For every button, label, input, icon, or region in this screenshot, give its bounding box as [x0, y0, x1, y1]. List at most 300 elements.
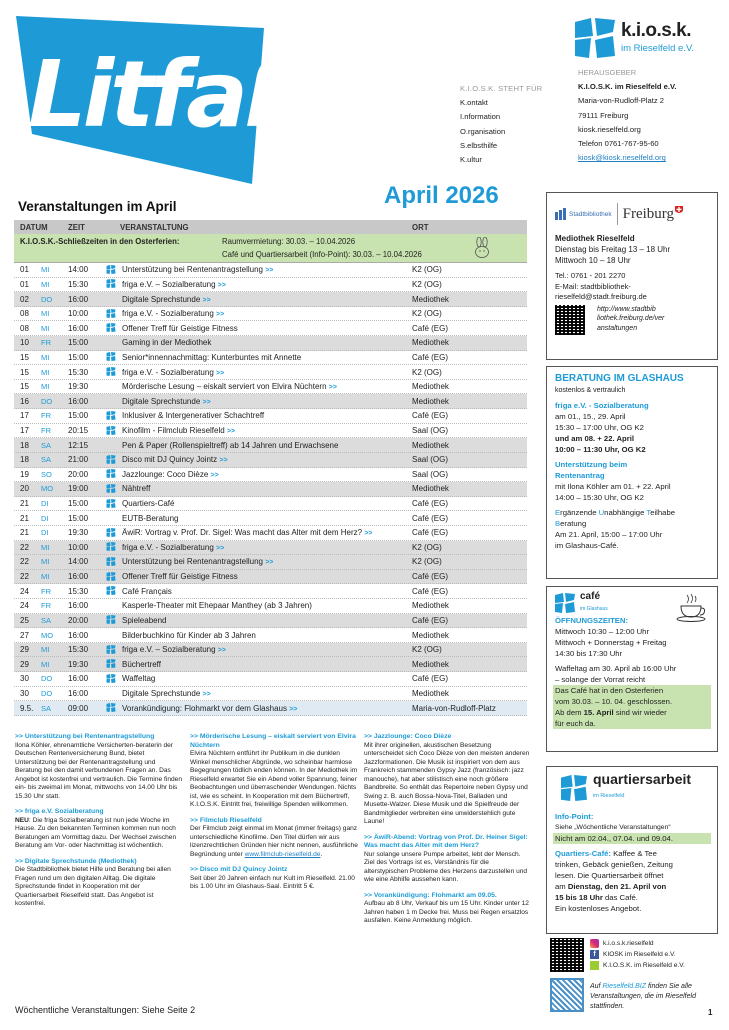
event-title[interactable] [120, 543, 412, 552]
event-icon-cell [106, 279, 120, 289]
more-info-arrow[interactable]: >> [328, 384, 337, 392]
event-title[interactable] [120, 309, 412, 318]
event-weekday: SA [41, 455, 52, 465]
kiosk-icon [106, 703, 116, 712]
event-title-text: Café Français [122, 586, 172, 596]
event-date: 01 [20, 279, 29, 289]
table-row [14, 584, 527, 599]
friga-line: 15:30 – 17:00 Uhr, OG K2 [555, 423, 644, 432]
event-weekday: SO [41, 469, 52, 479]
event-place: Saal (OG) [412, 469, 449, 479]
stands-for-item: K.ontakt [460, 98, 488, 108]
more-info-arrow[interactable]: >> [216, 544, 225, 552]
event-weekday: MI [41, 323, 50, 333]
event-icon-cell [106, 338, 120, 348]
kiosk-icon [106, 572, 116, 581]
kiosk-logo [575, 18, 725, 60]
new-badge: NEU [15, 816, 29, 824]
event-description-text: Elvira Nüchtern entführt ihr Publikum in die dunklen Winkel menschlicher Abgründe, wo scheinbar harmlose Begegnungen tödlich enden können. In der Mediothek im Rieselfeld erwartet Sie ein Abend voller Spannung, feiner Beobachtungen und überraschender Wendungen. Nichts ist, wie es scheint. In Kooperation mit dem Büchertreff, K.I.O.S.K. Eintritt frei, freiwillige Spenden willkommen. [190, 750, 358, 808]
event-icon-cell [106, 309, 120, 319]
event-title-text: Bilderbuchkino für Kinder ab 3 Jahren [122, 630, 256, 640]
event-date: 30 [20, 688, 29, 698]
events-table [14, 220, 527, 716]
event-description-title[interactable]: >> ÄwiR-Abend: Vortrag von Prof. Dr. Heiner Sigel: Was macht das Alter mit dem Herz? [364, 833, 528, 849]
nebenan-link[interactable] [590, 960, 685, 971]
event-title[interactable] [120, 689, 412, 698]
event-icon-cell [106, 557, 120, 567]
event-place: Café (EG) [412, 674, 449, 684]
event-date: 24 [20, 586, 29, 596]
event-description-title[interactable]: >> Vorankündigung: Flohmarkt am 09.05. [364, 891, 497, 899]
event-time: 16:00 [68, 601, 89, 611]
facebook-icon: f [590, 950, 599, 959]
event-place: K2 (OG) [412, 265, 442, 275]
event-time: 10:00 [68, 542, 89, 552]
publisher-web[interactable]: kiosk.rieselfeld.org [578, 124, 641, 134]
event-description [364, 892, 532, 926]
quartiersarbeit-box [546, 766, 718, 934]
quartiers-cafe-line: Ein kostenloses Angebot. [555, 904, 642, 913]
event-title-text: friga e.V. – Sozialberatung [122, 645, 216, 655]
event-time: 14:00 [68, 557, 89, 567]
event-icon-cell [106, 396, 120, 406]
library-email-2[interactable]: rieselfeld@stadt.freiburg.de [555, 292, 647, 301]
event-weekday: DO [41, 674, 53, 684]
more-info-arrow[interactable]: >> [217, 647, 226, 655]
stands-for-item: O.rganisation [460, 126, 506, 136]
rente-line: mit Ilona Köhler am 01. + 22. April [555, 482, 671, 491]
event-title-text: Büchertreff [122, 659, 161, 669]
event-description [15, 733, 183, 801]
more-info-arrow[interactable]: >> [265, 267, 274, 275]
info-point-closure: Nicht am 02.04., 07.04. und 09.04. [553, 833, 711, 844]
event-time: 10:00 [68, 309, 89, 319]
cafe-hours-line: Mittwoch + Donnerstag + Freitag [555, 638, 667, 647]
event-title [120, 353, 412, 362]
event-title-text: friga e.V. - Sozialberatung [122, 309, 214, 319]
publisher-street: Maria-von-Rudloff-Platz 2 [578, 96, 664, 106]
event-description-title[interactable]: >> Disco mit DJ Quincy Jointz [190, 866, 288, 873]
filmclub-link[interactable]: www.filmclub-rieselfeld.de [244, 850, 321, 858]
stands-for-item: S.elbsthilfe [460, 140, 498, 150]
event-weekday: FR [41, 411, 51, 421]
event-title [120, 514, 412, 523]
event-place: Café (EG) [412, 411, 449, 421]
event-date: 02 [20, 294, 29, 304]
event-title[interactable] [120, 265, 412, 274]
rieselfeld-biz-link[interactable]: Rieselfeld.BIZ [602, 983, 647, 990]
event-icon-cell [106, 382, 120, 392]
table-row [14, 570, 527, 585]
event-place: K2 (OG) [412, 557, 442, 567]
event-title[interactable] [120, 368, 412, 377]
event-title[interactable] [120, 557, 412, 566]
event-date: 21 [20, 499, 29, 509]
cafe-box [546, 586, 718, 752]
event-date: 08 [20, 309, 29, 319]
event-title-text: Pen & Paper (Rollenspieltreff) ab 14 Jahren und Erwachsene [122, 440, 339, 450]
event-date: 20 [20, 484, 29, 494]
event-time: 16:00 [68, 572, 89, 582]
table-row [14, 643, 527, 658]
quartiers-cafe-date: Dienstag, den 21. April von [567, 882, 667, 891]
event-weekday: MI [41, 352, 50, 362]
more-info-arrow[interactable]: >> [210, 471, 219, 479]
glashaus-counseling-box [546, 366, 718, 579]
kiosk-logo-icon [575, 18, 615, 58]
eutb-word: eilhabe [650, 508, 675, 517]
event-icon-cell [106, 499, 120, 509]
description-column-3 [364, 733, 532, 933]
publisher-name: K.I.O.S.K. im Rieselfeld e.V. [578, 82, 677, 92]
event-place: Mediothek [412, 688, 449, 698]
table-row [14, 657, 527, 672]
facebook-handle: KIOSK im Rieselfeld e.V. [603, 951, 676, 958]
library-url-line: http://www.stadtbib [597, 305, 656, 313]
event-title-text: Digitale Sprechstunde [122, 688, 201, 698]
waffle-line: – solange der Vorrat reicht [555, 675, 646, 684]
header-time: ZEIT [68, 222, 85, 232]
event-time: 16:00 [68, 674, 89, 684]
event-icon-cell [106, 513, 120, 523]
event-title [120, 411, 412, 420]
event-title[interactable] [120, 397, 412, 406]
event-title[interactable] [120, 528, 412, 537]
event-icon-cell [106, 601, 120, 611]
waffle-line: Waffeltag am 30. April ab 16:00 Uhr [555, 664, 677, 673]
stands-for-label: K.I.O.S.K. STEHT FÜR [460, 84, 543, 93]
event-time: 16:00 [68, 323, 89, 333]
table-row [14, 497, 527, 512]
event-weekday: MO [41, 484, 54, 494]
more-info-arrow[interactable]: >> [289, 705, 298, 713]
event-title-text: Kasperle-Theater mit Ehepaar Manthey (ab 3 Jahren) [122, 601, 312, 611]
eutb-word: rgänzende [560, 508, 599, 517]
event-icon-cell [106, 469, 120, 479]
event-icon-cell [106, 411, 120, 421]
event-icon-cell [106, 265, 120, 275]
cafe-closure-line [555, 707, 709, 718]
table-body [14, 263, 527, 716]
quartiersarbeit-logo-sub: im Rieselfeld [593, 793, 625, 799]
cafe-hours-line: Mittwoch 10:30 – 12:00 Uhr [555, 627, 650, 636]
cafe-closure-line: Das Café hat in den Osterferien [555, 686, 664, 695]
event-weekday: SA [41, 703, 52, 713]
cafe-closure-text: Ab dem [555, 708, 584, 717]
event-weekday: MI [41, 557, 50, 567]
closure-line-1: Raumvermietung: 30.03. – 10.04.2026 [222, 237, 356, 246]
rente-title: Unterstützung beim [555, 460, 628, 469]
event-title[interactable] [120, 645, 412, 654]
glashaus-title: BERATUNG IM GLASHAUS [555, 373, 684, 384]
event-place: Café (EG) [412, 528, 449, 538]
logo-text: Litfaß [28, 41, 307, 148]
event-time: 15:30 [68, 367, 89, 377]
freiburg-shield-icon [675, 206, 683, 215]
stands-for-item: K.ultur [460, 155, 482, 165]
library-qr-code[interactable] [555, 305, 585, 335]
event-description-text: Nur solange unsere Pumpe arbeitet, lebt der Mensch. Ziel des Vortrags ist es, Verständnis für die alterstypischen Probleme des Herzens darzustellen und wie eine Abhilfe aussehen kann. [364, 850, 528, 883]
event-place: Mediothek [412, 601, 449, 611]
event-date: 10 [20, 338, 29, 348]
table-row [14, 278, 527, 293]
table-row [14, 351, 527, 366]
info-point-line: Siehe „Wöchentliche Veranstaltungen“ [555, 824, 671, 831]
event-time: 09:00 [68, 703, 89, 713]
event-title-text: friga e.V. – Sozialberatung [122, 279, 216, 289]
cafe-reopen-date: 15. April [583, 708, 614, 717]
event-date: 22 [20, 572, 29, 582]
event-date: 08 [20, 323, 29, 333]
quartiersarbeit-logo [555, 771, 709, 811]
event-description-title[interactable]: >> Unterstützung bei Rentenantragstellung [15, 733, 155, 740]
kiosk-icon [106, 323, 116, 332]
event-icon-cell [106, 703, 120, 713]
rente-line: 14:00 – 15:30 Uhr, OG K2 [555, 493, 644, 502]
more-info-arrow[interactable]: >> [216, 311, 225, 319]
event-description-text: . [320, 850, 323, 858]
eutb-letter: T [646, 508, 651, 517]
event-time: 20:15 [68, 426, 89, 435]
event-weekday: DI [41, 499, 49, 509]
more-info-arrow[interactable]: >> [202, 296, 211, 304]
table-row [14, 672, 527, 687]
glashaus-subtitle: kostenlos & vertraulich [555, 387, 626, 394]
quartiers-cafe-time: 15 bis 18 Uhr [555, 893, 603, 902]
event-weekday: FR [41, 601, 51, 611]
event-title-text: Digitale Sprechstunde [122, 396, 201, 406]
more-info-arrow[interactable]: >> [226, 428, 236, 435]
rieselfeld-biz-qr-code[interactable] [550, 978, 584, 1012]
event-icon-cell [106, 323, 120, 333]
kiosk-stands-for [460, 82, 542, 167]
event-weekday: DO [41, 396, 53, 406]
event-date: 17 [20, 411, 29, 421]
friga-title: friga e.V. - Sozialberatung [555, 401, 649, 410]
event-title[interactable] [120, 455, 412, 464]
table-row [14, 307, 527, 322]
event-date: 17 [20, 426, 29, 435]
more-info-arrow[interactable]: >> [219, 457, 228, 465]
event-time: 16:00 [68, 630, 89, 640]
event-date: 18 [20, 440, 29, 450]
event-time: 19:30 [68, 528, 89, 538]
kiosk-logo-sub: im Rieselfeld e.V. [621, 43, 695, 54]
litfass-logo [14, 14, 314, 184]
event-time: 16:00 [68, 396, 89, 406]
event-description [364, 834, 532, 885]
event-date: 15 [20, 382, 29, 392]
cafe-logo-sub: im Glashaus [580, 606, 608, 612]
event-icon-cell [106, 484, 120, 494]
event-description-title[interactable]: >> Jazzlounge: Coco Dièze [364, 733, 452, 740]
event-weekday: MI [41, 659, 50, 669]
kiosk-icon [106, 426, 116, 435]
closure-notice [14, 234, 527, 263]
event-time: 12:15 [68, 440, 89, 450]
event-description-title[interactable]: >> Filmclub Rieselfeld [190, 816, 262, 824]
month-title: April 2026 [384, 182, 499, 209]
event-date: 15 [20, 367, 29, 377]
event-place: K2 (OG) [412, 542, 442, 552]
event-time: 15:00 [68, 338, 89, 348]
nebenan-icon [590, 961, 599, 970]
event-title[interactable] [120, 382, 412, 391]
eutb-word: eratung [560, 519, 587, 528]
cafe-closure-text: sind wir wieder [613, 708, 667, 717]
event-description [190, 866, 358, 892]
weekly-events-note: Wöchentliche Veranstaltungen: Siehe Seite 2 [15, 1005, 196, 1015]
event-weekday: MI [41, 542, 50, 552]
event-place: Mediothek [412, 484, 449, 494]
event-icon-cell [106, 528, 120, 538]
section-title: Veranstaltungen im April [18, 199, 177, 214]
event-title-text: Gaming in der Mediothek [122, 338, 212, 348]
event-date: 29 [20, 645, 29, 655]
event-icon-cell [106, 440, 120, 450]
library-url[interactable] [597, 305, 664, 335]
more-info-arrow[interactable]: >> [202, 690, 211, 698]
more-info-arrow[interactable]: >> [265, 559, 274, 567]
event-weekday: MI [41, 382, 50, 392]
event-title-text: ÄwiR: Vortrag v. Prof. Dr. Sigel: Was macht das Alter mit dem Herz? [122, 528, 363, 538]
event-date: 21 [20, 528, 29, 538]
table-row [14, 687, 527, 702]
event-title[interactable] [120, 470, 412, 479]
event-time: 19:30 [68, 382, 89, 392]
event-title[interactable] [120, 704, 412, 713]
event-place: Saal (OG) [412, 426, 449, 435]
event-place: Café (EG) [412, 615, 449, 625]
instagram-link[interactable] [590, 938, 685, 949]
eutb-letter: U [598, 508, 605, 517]
event-icon-cell [106, 645, 120, 655]
page-number: 1 [708, 1008, 713, 1017]
event-title-text: Quartiers-Café [122, 499, 175, 509]
event-date: 25 [20, 615, 29, 625]
library-hours-1: Dienstag bis Freitag 13 – 18 Uhr [555, 245, 671, 254]
quartiers-cafe-text: das Café. [602, 893, 638, 902]
quartiers-cafe-line: lesen. Die Quartiersarbeit öffnet [555, 871, 664, 880]
event-title [120, 631, 412, 640]
event-title-text: Inklusiver & Intergenerativer Schachtreff [122, 411, 265, 421]
more-info-arrow[interactable]: >> [217, 281, 226, 289]
event-time: 15:00 [68, 499, 89, 509]
event-weekday: MI [41, 265, 50, 275]
description-column-1 [15, 733, 183, 916]
quartiersarbeit-logo-icon [561, 775, 587, 801]
event-weekday: DO [41, 688, 53, 698]
more-info-arrow[interactable]: >> [364, 530, 373, 538]
table-row [14, 468, 527, 483]
event-date: 18 [20, 455, 29, 465]
event-place: Saal (OG) [412, 455, 449, 465]
kiosk-icon [106, 615, 116, 624]
more-info-arrow[interactable]: >> [216, 369, 225, 377]
publisher-email-link[interactable]: kiosk@kiosk.rieselfeld.org [578, 153, 666, 163]
event-title [120, 484, 412, 493]
event-title-text: Senior*innennachmittag: Kunterbuntes mit Annette [122, 352, 302, 362]
kiosk-icon [106, 411, 116, 420]
event-icon-cell [106, 615, 120, 625]
table-row [14, 424, 527, 439]
event-title [120, 674, 412, 683]
event-description-title[interactable]: >> Digitale Sprechstunde (Mediothek) [15, 857, 137, 865]
event-title-text: Digitale Sprechstunde [122, 294, 201, 304]
header-date: DATUM [20, 222, 48, 232]
table-row [14, 380, 527, 395]
publisher-label: HERAUSGEBER [578, 68, 637, 77]
event-title [120, 338, 412, 347]
table-row [14, 701, 527, 716]
table-header [14, 220, 527, 234]
event-title-text: Unterstützung bei Rentenantragstellung [122, 265, 263, 275]
table-row [14, 409, 527, 424]
event-title-text: EUTB-Beratung [122, 513, 179, 523]
event-title-text: Mörderische Lesung – eiskalt serviert von Elvira Nüchtern [122, 382, 327, 392]
event-title[interactable] [120, 295, 412, 304]
event-description-title[interactable]: >> friga e.V. Sozialberatung [15, 808, 104, 815]
kiosk-icon [106, 557, 116, 566]
kiosk-icon [106, 455, 116, 464]
event-weekday: MI [41, 367, 50, 377]
description-column-2 [190, 733, 358, 899]
kiosk-icon [106, 659, 116, 668]
event-title[interactable] [120, 426, 412, 435]
eutb-letter: E [555, 508, 561, 517]
kiosk-icon [106, 352, 116, 361]
event-date: 30 [20, 674, 29, 684]
event-icon-cell [106, 426, 120, 436]
kiosk-icon [106, 542, 116, 551]
event-weekday: MO [41, 630, 54, 640]
event-date: 27 [20, 630, 29, 640]
event-place: Café (EG) [412, 513, 449, 523]
publisher-info [578, 66, 676, 165]
event-title-text: Vorankündigung: Flohmarkt vor dem Glashaus [122, 703, 287, 713]
cafe-closure-line: für euch da. [555, 719, 596, 728]
event-weekday: FR [41, 426, 51, 435]
table-row [14, 511, 527, 526]
library-email-1[interactable]: E-Mail: stadtbibliothek- [555, 281, 631, 291]
event-description-title[interactable]: >> Mörderische Lesung – eiskalt serviert von Elvira Nüchtern [190, 733, 356, 749]
eutb-letter: B [555, 519, 561, 528]
more-info-arrow[interactable]: >> [202, 398, 211, 406]
instagram-handle: k.i.o.s.k.rieselfeld [603, 940, 654, 947]
event-title [120, 660, 412, 669]
quartiers-cafe-title: Quartiers-Café: [555, 849, 611, 858]
event-date: 21 [20, 513, 29, 523]
event-icon-cell [106, 659, 120, 669]
facebook-link[interactable] [590, 949, 685, 960]
event-title[interactable] [120, 280, 412, 289]
event-time: 15:30 [68, 279, 89, 289]
kiosk-logo-word: k.i.o.s.k. [621, 20, 691, 41]
kiosk-icon [106, 367, 116, 376]
nebenan-handle: K.I.O.S.K. im Rieselfeld e.V. [603, 962, 685, 969]
kiosk-icon [106, 265, 116, 274]
event-weekday: MI [41, 572, 50, 582]
event-icon-cell [106, 674, 120, 684]
event-time: 20:00 [68, 469, 89, 479]
social-links [550, 938, 722, 1028]
event-time: 15:30 [68, 586, 89, 596]
library-phone: Tel.: 0761 - 201 2270 [555, 271, 626, 280]
social-qr-code[interactable] [550, 938, 584, 972]
table-row [14, 628, 527, 643]
quartiers-cafe-line: trinken, Gebäck genießen, Zeitung [555, 860, 673, 869]
quartiers-cafe-text: Kaffee & Tee [610, 849, 657, 858]
